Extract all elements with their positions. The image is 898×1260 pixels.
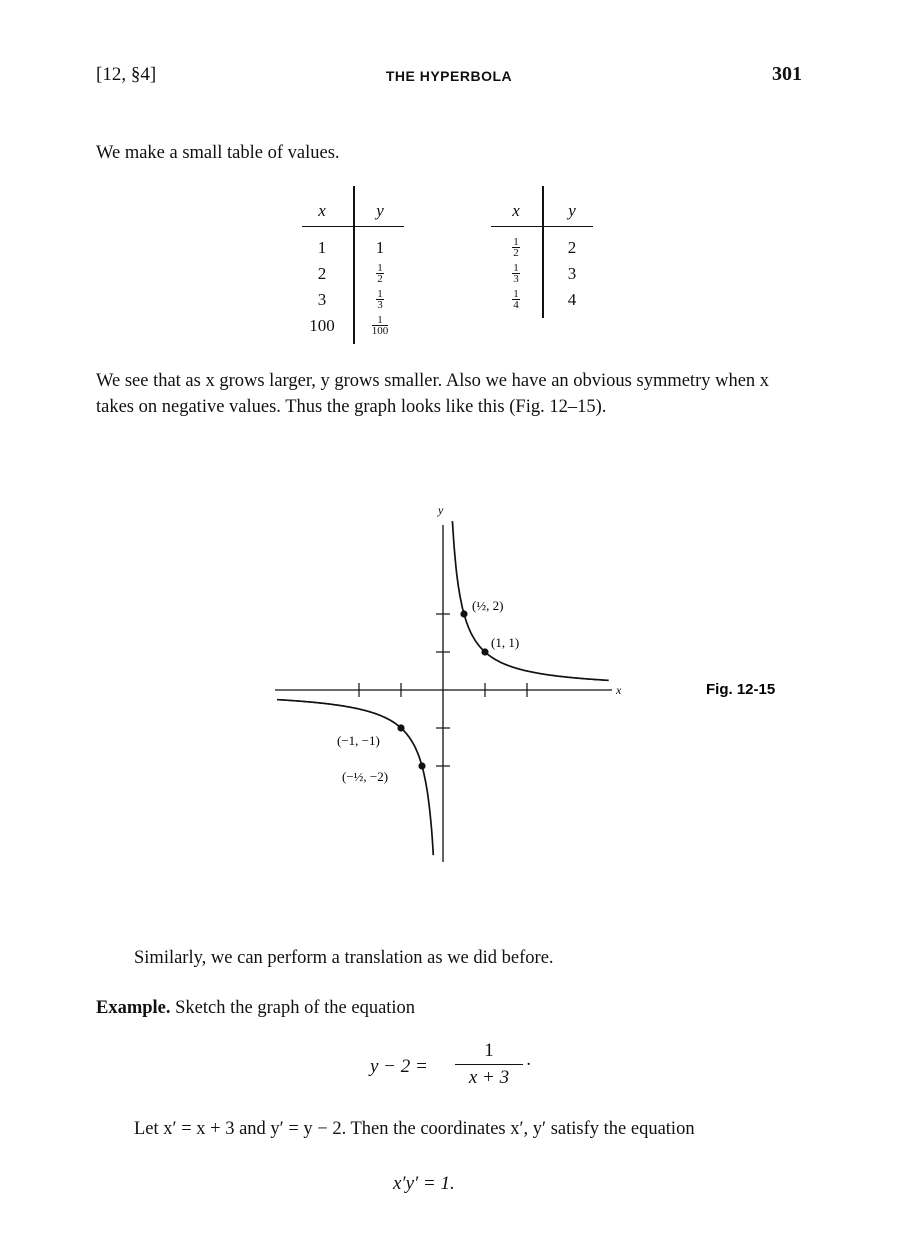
body-paragraph: Let x′ = x + 3 and y′ = y − 2. Then the coordinates x′, y′ satisfy the equation (134, 1119, 695, 1139)
example-label: Example. (96, 998, 171, 1018)
curve-point (397, 724, 404, 731)
section-reference: [12, §4] (96, 64, 157, 85)
table-cell: 2 (317, 264, 327, 283)
table-cell: $\frac{1}{100}$ (371, 313, 389, 337)
point-label: (−½, −2) (342, 769, 389, 784)
y-axis-label: y (438, 503, 444, 517)
equation-2: x′y′ = 1. (393, 1173, 455, 1194)
table-cell: 1 (317, 238, 327, 257)
figure-caption: Fig. 12-15 (706, 681, 776, 698)
table-cell: 4 (567, 290, 577, 309)
point-label: (½, 2) (472, 598, 504, 613)
curve-point (460, 610, 467, 617)
table-cell: $\frac{1}{2}$ (377, 261, 383, 285)
curve-point (481, 648, 488, 655)
table-header-x: x (318, 201, 326, 220)
table-cell: $\frac{1}{3}$ (377, 287, 383, 311)
point-label: (−1, −1) (337, 733, 380, 748)
point-label: (1, 1) (491, 635, 520, 650)
table-cell: 3 (567, 264, 577, 283)
table-header-x: x (512, 201, 520, 220)
table-cell: $\frac{1}{2}$ (513, 235, 519, 259)
table-header-y: y (376, 201, 384, 220)
axes (275, 525, 612, 862)
page-number: 301 (772, 63, 802, 85)
table-cell: $\frac{1}{3}$ (513, 261, 519, 285)
body-paragraph: We see that as x grows larger, y grows smaller. Also we have an obvious symmetry when x takes on negative values. Thus the graph looks like this (Fig. 12–15). (96, 371, 770, 417)
table-cell: $\frac{1}{4}$ (513, 287, 519, 311)
table-cell: 3 (317, 290, 327, 309)
equation-fraction (455, 1040, 523, 1089)
table-header-y: y (568, 201, 576, 220)
table-cell: 1 (375, 238, 385, 257)
body-paragraph: Similarly, we can perform a translation as we did before. (134, 948, 554, 968)
curve-point (418, 762, 425, 769)
intro-text: We make a small table of values. (96, 143, 340, 163)
x-axis-label: x (616, 683, 622, 697)
equation-denominator: x + 3 (468, 1067, 510, 1088)
equation-end: · (526, 1054, 531, 1075)
example-text: Sketch the graph of the equation (175, 998, 416, 1018)
equation-lhs: y − 2 = (370, 1056, 428, 1077)
table-cell: 100 (309, 316, 335, 335)
equation-numerator: 1 (455, 1040, 523, 1065)
example-paragraph (96, 995, 802, 1021)
running-title: THE HYPERBOLA (385, 68, 513, 84)
table-cell: 2 (567, 238, 577, 257)
